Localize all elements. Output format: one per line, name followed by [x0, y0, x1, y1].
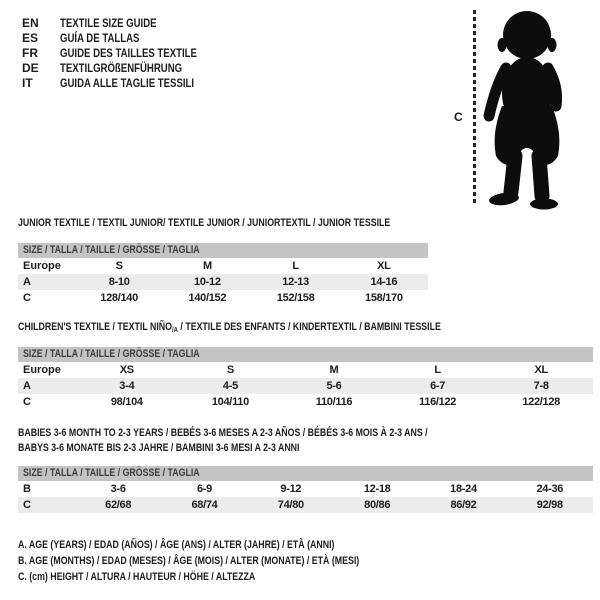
language-row: [22, 76, 231, 91]
footnote-legend: [18, 537, 445, 585]
footnote-text: C. (cm) HEIGHT / ALTURA / HAUTEUR / HÖHE / ALTEZZA: [18, 571, 256, 583]
junior-table: [18, 243, 428, 306]
babies-table-title: [18, 426, 530, 456]
language-title: [60, 46, 231, 61]
size-cell: 12-18: [363, 483, 391, 495]
babies-table: [18, 466, 593, 513]
size-header-text: SIZE / TALLA / TAILLE / GRÖSSE / TAGLIA: [23, 348, 200, 360]
size-cell: 116/122: [419, 396, 457, 408]
language-title: [60, 61, 231, 76]
size-cell: 3-4: [119, 380, 135, 392]
size-header-bar: [18, 466, 593, 481]
language-code: IT: [22, 76, 33, 90]
language-code: ES: [22, 31, 39, 45]
language-title: [60, 31, 231, 46]
size-cell: 92/98: [536, 499, 563, 511]
table-row-europe: [18, 258, 428, 274]
table-row-c: [18, 497, 593, 513]
size-header-text: SIZE / TALLA / TAILLE / GRÖSSE / TAGLIA: [23, 244, 200, 256]
language-code: FR: [22, 46, 38, 60]
row-label: A: [23, 276, 31, 288]
size-cell: 104/110: [211, 396, 249, 408]
row-label: C: [23, 396, 31, 408]
size-cell: 8-10: [108, 276, 130, 288]
size-cell: M: [202, 260, 212, 272]
row-label: C: [23, 499, 31, 511]
title-text: JUNIOR TEXTILE / TEXTIL JUNIOR/ TEXTILE JUNIOR / JUNIORTEXTIL / JUNIOR TESSILE: [18, 217, 391, 229]
children-table: [18, 347, 593, 410]
size-cell: 110/116: [315, 396, 353, 408]
size-cell: 158/170: [365, 292, 403, 304]
size-cell: 6-7: [430, 380, 446, 392]
footnote-text: A. AGE (YEARS) / EDAD (AÑOS) / ÂGE (ANS) / ALTER (JAHRE) / ETÀ (ANNI): [18, 539, 335, 551]
size-cell: L: [292, 260, 299, 272]
size-cell: 6-9: [196, 483, 212, 495]
size-cell: 80/86: [364, 499, 391, 511]
language-row: [22, 16, 231, 31]
row-label: A: [23, 380, 31, 392]
toddler-silhouette-icon: [482, 8, 572, 210]
size-cell: 152/158: [276, 292, 315, 304]
language-code: EN: [22, 16, 39, 30]
size-cell: M: [329, 364, 339, 376]
junior-table-title: [18, 217, 483, 229]
size-cell: 140/152: [188, 292, 227, 304]
size-cell: 12-13: [282, 276, 309, 288]
size-cell: 24-36: [536, 483, 564, 495]
language-title-text: GUIDE DES TAILLES TEXTILE: [60, 46, 197, 60]
size-cell: 128/140: [100, 292, 138, 304]
table-row-c: [18, 290, 428, 306]
size-cell: XS: [119, 364, 134, 376]
size-cell: 122/128: [522, 396, 560, 408]
title-text: [18, 321, 441, 336]
language-title-text: GUÍA DE TALLAS: [60, 31, 140, 45]
size-cell: 3-6: [110, 483, 126, 495]
size-cell: 7-8: [533, 380, 549, 392]
size-cell: S: [115, 260, 123, 272]
language-title-text: GUIDA ALLE TAGLIE TESSILI: [60, 76, 195, 90]
row-label: B: [23, 483, 31, 495]
size-header-bar: [18, 347, 593, 362]
size-cell: 4-5: [222, 380, 238, 392]
size-cell: 62/68: [105, 499, 132, 511]
size-cell: 98/104: [110, 396, 143, 408]
size-cell: 18-24: [450, 483, 477, 495]
title-line: [18, 441, 530, 456]
size-cell: 10-12: [194, 276, 221, 288]
table-row-a: [18, 274, 428, 290]
height-dashed-line: [473, 10, 476, 204]
table-row-b: [18, 481, 593, 497]
title-text: BABYS 3-6 MONATE BIS 2-3 JAHRE / BAMBINI 3-6 MESI A 2-3 ANNI: [18, 442, 300, 454]
size-cell: XL: [377, 260, 391, 272]
language-row: [22, 31, 231, 46]
row-label: C: [23, 292, 31, 304]
footnote-text: B. AGE (MONTHS) / EDAD (MESES) / ÂGE (MOIS) / ALTER (MONATE) / ETÀ (MESI): [18, 555, 360, 567]
language-title-text: TEXTILGRÖßENFÜHRUNG: [60, 61, 183, 75]
title-line: [18, 426, 530, 441]
language-code: DE: [22, 61, 39, 75]
size-cell: L: [434, 364, 441, 376]
footnote-c: [18, 569, 445, 585]
size-cell: 68/74: [191, 499, 218, 511]
size-cell: 9-12: [280, 483, 302, 495]
language-row: [22, 46, 231, 61]
title-text-pre: CHILDREN'S TEXTILE / TEXTIL NIÑO: [18, 321, 172, 333]
size-cell: 5-6: [326, 380, 342, 392]
size-header-bar: [18, 243, 428, 258]
height-measure-label: C: [454, 110, 463, 124]
title-text-post: / TEXTILE DES ENFANTS / KINDERTEXTIL / BAMBINI TESSILE: [177, 321, 441, 333]
language-row: [22, 61, 231, 76]
title-text: BABIES 3-6 MONTH TO 2-3 YEARS / BEBÉS 3-6 MESES A 2-3 AÑOS / BÉBÉS 3-6 MOIS À 2-3 ANS /: [18, 427, 428, 439]
language-title: [60, 76, 231, 91]
language-list: [22, 16, 231, 91]
size-cell: XL: [534, 364, 548, 376]
table-row-c: [18, 394, 593, 410]
children-table-title: [18, 321, 547, 336]
row-label: Europe: [23, 260, 61, 272]
language-title-text: TEXTILE SIZE GUIDE: [60, 16, 157, 30]
footnote-b: [18, 553, 445, 569]
row-label: Europe: [23, 364, 61, 376]
size-header-text: SIZE / TALLA / TAILLE / GRÖSSE / TAGLIA: [23, 467, 200, 479]
table-row-europe: [18, 362, 593, 378]
table-row-a: [18, 378, 593, 394]
size-cell: 86/92: [450, 499, 477, 511]
title-text-sub: /A: [171, 325, 178, 334]
size-cell: 74/80: [277, 499, 304, 511]
size-cell: 14-16: [370, 276, 398, 288]
footnote-a: [18, 537, 445, 553]
size-cell: S: [226, 364, 234, 376]
language-title: [60, 16, 231, 31]
